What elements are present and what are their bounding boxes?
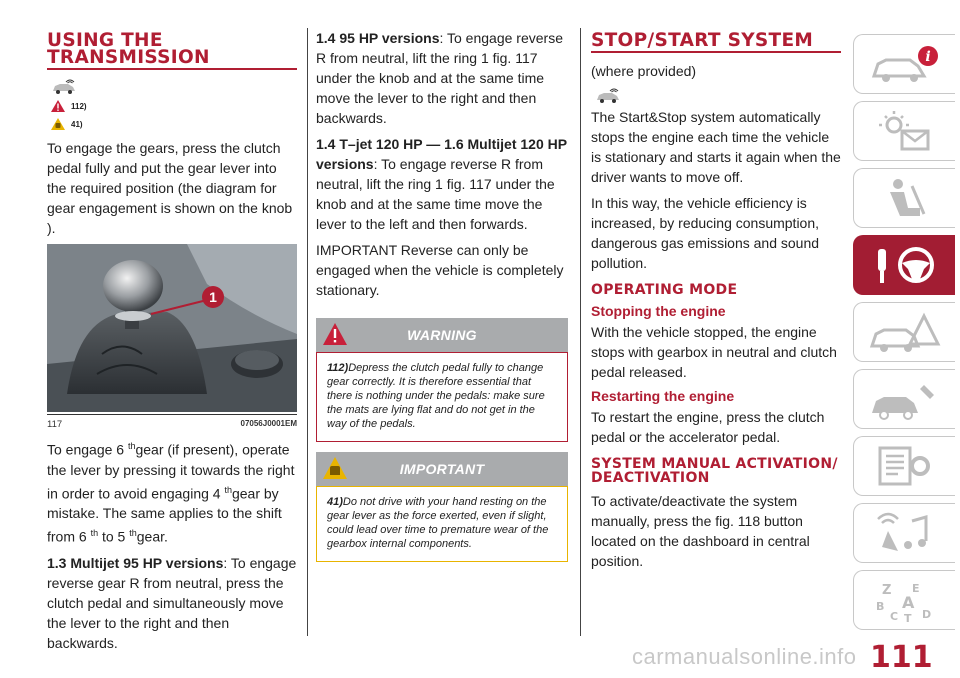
figure-caption xyxy=(47,414,297,430)
seat-safety-icon xyxy=(868,176,942,220)
svg-text:i: i xyxy=(924,49,931,65)
column-divider xyxy=(307,28,308,636)
topic-heading: Restarting the engine xyxy=(591,388,735,404)
index-icon xyxy=(868,578,942,622)
tab-dashboard-lights[interactable] xyxy=(853,101,955,161)
car-icon-ref xyxy=(595,87,841,103)
car-wifi-icon xyxy=(51,78,77,94)
gear-lever-figure xyxy=(47,244,297,412)
warning-title: WARNING xyxy=(407,327,477,343)
warning-box-body: 112)Depress the clutch pedal fully to change gear correctly. It is therefore essential that there is nothing under the pedals: make sure the mats are lying flat and do not get in the way of the pedals. xyxy=(316,352,568,442)
svg-text:Z: Z xyxy=(881,583,891,598)
watermark: carmanualsonline.info xyxy=(632,644,857,669)
gear-lever-illustration xyxy=(47,244,297,412)
paragraph: IMPORTANT Reverse can only be engaged when the vehicle is completely stationary. xyxy=(316,242,564,298)
tab-maintenance[interactable] xyxy=(853,369,955,429)
topic-heading: Stopping the engine xyxy=(591,303,726,319)
tab-index[interactable] xyxy=(853,570,955,630)
svg-text:B: B xyxy=(875,600,884,613)
car-info-icon xyxy=(868,42,942,86)
paragraph: The Start&Stop system automatically stops the engine each time the vehicle is stationary and starts it again when the driver wants to move off. xyxy=(591,109,841,185)
tab-multimedia[interactable] xyxy=(853,503,955,563)
important-title: IMPORTANT xyxy=(399,461,485,477)
tab-safety[interactable] xyxy=(853,168,955,228)
important-ref xyxy=(51,118,297,130)
car-wifi-icon xyxy=(595,87,621,103)
paragraph: 1.3 Multijet 95 HP versions: To engage reverse gear R from neutral, press the clutch pedal and simultaneously move the lever to the right and then backwards. xyxy=(47,554,297,651)
hand-warning-icon xyxy=(51,118,65,130)
paragraph: To restart the engine, press the clutch pedal or the accelerator pedal. xyxy=(591,409,825,445)
maintenance-icon xyxy=(868,377,942,421)
warning-box-header xyxy=(316,318,568,352)
paragraph: In this way, the vehicle efficiency is increased, by reducing consumption, dangerous gas emissions and sound pollution. xyxy=(591,195,820,271)
paragraph: To activate/deactivate the system manually, press the fig. 118 button located on the dashboard in central position. xyxy=(591,493,810,569)
warning-triangle-icon xyxy=(322,322,348,346)
warning-lights-icon xyxy=(868,109,942,153)
svg-text:C: C xyxy=(889,610,898,622)
key-steering-icon xyxy=(868,243,942,287)
subsection-heading: OPERATING MODE xyxy=(591,282,738,298)
warning-triangle-icon xyxy=(51,100,65,112)
warning-ref xyxy=(51,100,297,112)
where-provided: (where provided) xyxy=(591,63,697,79)
column-stop-start xyxy=(591,28,841,577)
paragraph: 1.4 95 HP versions: To engage reverse R from neutral, lift the ring 1 fig. 117 under the knob and at the same time move the lever to the right and then backwards. xyxy=(316,30,563,126)
column-divider xyxy=(580,28,581,636)
car-icon-ref xyxy=(51,78,297,94)
tab-starting-driving[interactable] xyxy=(853,235,955,295)
hand-warning-icon xyxy=(322,456,348,480)
column-reverse-gear xyxy=(316,28,568,572)
important-box-body: 41)Do not drive with your hand resting on the gear lever as the force exerted, even if slight, could lead over time to premature wear of the gearbox internal components. xyxy=(316,486,568,562)
paragraph: With the vehicle stopped, the engine stops with gearbox in neutral and clutch pedal released. xyxy=(591,324,837,380)
section-heading: USING THE TRANSMISSION xyxy=(47,32,297,70)
paragraph: To engage the gears, press the clutch pedal fully and put the gear lever into the required position (the diagram for gear engagement is shown on the knob ). xyxy=(47,140,293,236)
section-heading: STOP/START SYSTEM xyxy=(591,32,841,53)
paragraph: To engage 6 $^{th}$gear (if present), operate the lever by pressing it towards the right in order to avoid engaging 4 $^{th}$gear by mistake. The same applies to the shift from 6 $^{th}$ to 5 $^{th}$gear. xyxy=(47,441,295,545)
tab-technical-data[interactable] xyxy=(853,436,955,496)
svg-text:E: E xyxy=(911,582,920,595)
ref-number: 41) xyxy=(71,119,83,129)
emergency-icon xyxy=(868,310,942,354)
tab-emergency[interactable] xyxy=(853,302,955,362)
page-number: 111 xyxy=(870,640,933,675)
chapter-tabs xyxy=(853,34,955,637)
svg-text:A: A xyxy=(901,593,914,612)
figure-code: 07056J0001EM xyxy=(240,419,297,428)
multimedia-icon xyxy=(868,511,942,555)
important-box-header xyxy=(316,452,568,486)
tab-car-info[interactable] xyxy=(853,34,955,94)
column-transmission xyxy=(47,28,297,659)
paragraph: 1.4 T–jet 120 HP — 1.6 Multijet 120 HP versions: To engage reverse R from neutral, lift the ring 1 fig. 117 under the knob and at the same time move the lever to the left and then forwards. xyxy=(316,136,567,232)
ref-number: 112) xyxy=(71,101,87,111)
figure-callout: 1 xyxy=(209,289,217,305)
figure-number: 117 xyxy=(47,419,63,430)
subsection-heading: SYSTEM MANUAL ACTIVATION/ DEACTIVATION xyxy=(591,456,838,486)
svg-text:T: T xyxy=(903,612,912,622)
technical-data-icon xyxy=(868,444,942,488)
svg-text:D: D xyxy=(921,608,931,621)
